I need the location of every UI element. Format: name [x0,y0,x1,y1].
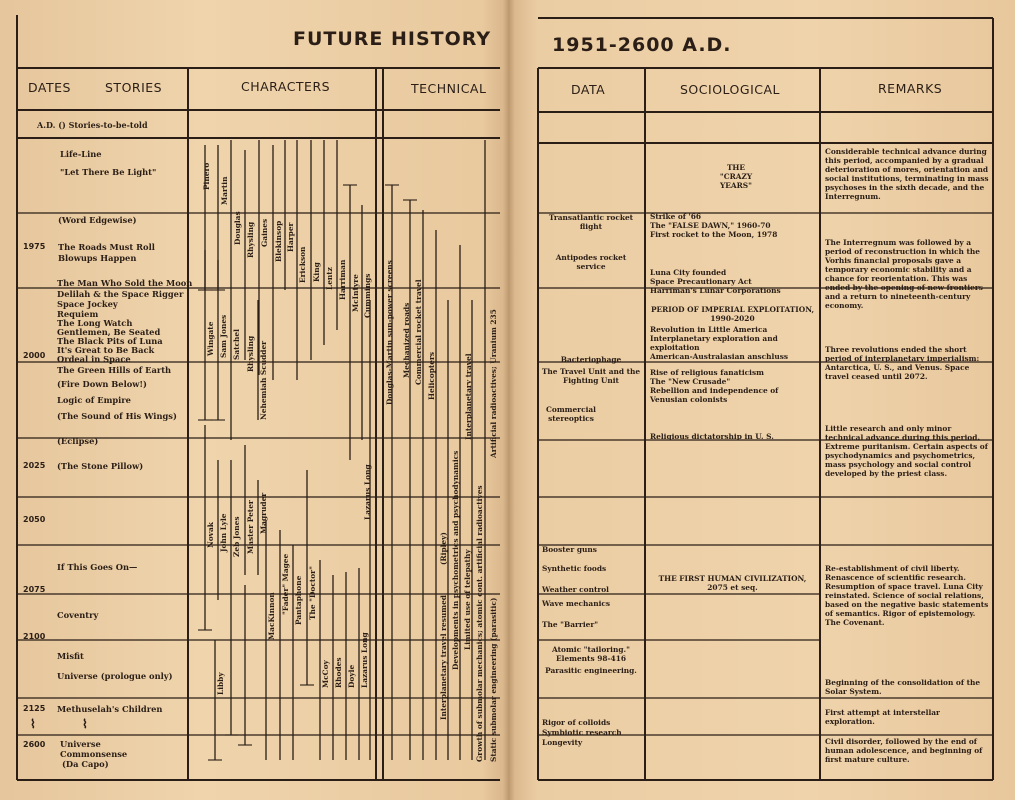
character-label: Martin [220,176,229,205]
data-item: Synthetic foods [542,564,607,573]
character-label: McCoy [321,660,330,688]
sociological-block: Revolution in Little America Interplanetary exploration and exploitation American-Australasian anschluss [650,325,789,361]
story: If This Goes On— [57,562,138,572]
technical-label: Growth of submolar mechanics; atomic cont. artificial radioactives [475,485,484,762]
header-stories: STORIES [105,80,163,95]
remark: Civil disorder, followed by the end of human adolescence, and beginning of first mature culture. [825,737,983,764]
character-label: Rhodes [334,657,343,688]
story: Gentlemen, Be Seated [57,327,161,337]
character-label: Satchel [232,329,241,360]
year-2125: 2125 [23,704,46,713]
data-item: Longevity [542,738,583,747]
time-break-mark-2: ⌇ [82,717,88,731]
story: Logic of Empire [57,395,131,405]
character-label: Lazarus Long [363,464,372,520]
character-label: Wingate [206,321,215,356]
character-label: Douglas [233,211,242,245]
story: Universe (prologue only) [57,671,173,681]
story: (The Sound of His Wings) [57,411,177,421]
character-label: Pinero [202,162,211,190]
character-label: Doyle [347,664,356,688]
year-2600: 2600 [23,740,46,749]
sociological-block: Religious dictatorship in U. S. [650,432,774,441]
technical-label: Mechanized roads [402,302,411,378]
year-2100: 2100 [23,632,46,641]
sociological-block: Rise of religious fanaticism The "New Crusade" Rebellion and independence of Venusian colonists [650,368,779,404]
story: "Let There Be Light" [60,167,157,177]
story: Methuselah's Children [57,704,163,714]
story: The Man Who Sold the Moon [57,278,193,288]
header-remarks: REMARKS [878,81,943,96]
character-label: Cummings [363,273,372,318]
data-item: The Travel Unit and the Fighting Unit [541,367,641,385]
character-label: Rhysling [246,221,255,258]
data-item: Weather control [542,585,609,594]
technical-label: (Ripley) [439,532,448,565]
character-label: Nehemiah Scudder [259,340,268,420]
story: It's Great to Be Back [57,345,155,355]
remark: Considerable technical advance during this period, accompanied by a gradual deterioration of mores, orientation and social institutions, terminating in mass psychoses in the sixth decade, and the Interregnum. [825,147,989,201]
story: (Da Capo) [62,759,109,769]
remark: Three revolutions ended the short period of interplanetary imperialism: Antarctica, U. S., and Venus. Space travel ceased until 2072. [825,345,980,381]
story: (The Stone Pillow) [57,461,144,471]
story: The Black Pits of Luna [57,336,163,346]
character-label: John Lyle [219,513,228,552]
character-label: Libby [216,672,225,695]
story: (Eclipse) [57,436,99,446]
character-label: Harper [286,222,295,252]
character-label: King [312,262,321,282]
character-label: Zeb Jones [232,516,241,557]
character-label: Erickson [298,246,307,283]
character-label: "Fader" Magee [281,553,290,615]
story: The Green Hills of Earth [57,365,172,375]
technical-label: Commercial rocket travel [414,279,423,385]
character-label: Lazarus Long [360,632,369,688]
story: Coventry [57,610,99,620]
character-label: Blekinsop [274,220,283,262]
remark: Beginning of the consolidation of the Solar System. [825,678,981,696]
story: Delilah & the Space Rigger [57,289,184,299]
header-sociological: SOCIOLOGICAL [680,82,781,97]
story: Misfit [57,651,84,661]
character-label: McIntyre [351,274,360,312]
data-item: Parasitic engineering. [545,666,637,675]
story: The Long Watch [57,318,133,328]
technical-label: Douglas-Martin sun-power screens [385,260,394,405]
character-label: Novak [206,522,215,548]
remark: The Interregnum was followed by a period of reconstruction in which the Vorhis financial proposals gave a temporary economic stability and a chance for reorientation. This was ended by the opening of new frontiers and a return to nineteenth-century economy. [825,238,983,310]
header-technical: TECHNICAL [411,81,487,96]
technical-label: Helicopters [427,351,436,400]
data-item: Booster guns [542,545,597,554]
character-label: Rhysling [246,335,255,372]
data-item: Commercial stereoptics [546,405,596,423]
title-right: 1951-2600 A.D. [552,34,732,56]
year-2000: 2000 [23,351,46,360]
story: Ordeal in Space [57,354,131,364]
sociological-block: PERIOD OF IMPERIAL EXPLOITATION, 1990-2020 [650,305,815,323]
character-label: Lentz [325,267,334,290]
data-item: Wave mechanics [542,599,611,608]
sociological-block: Strike of '66 The "FALSE DAWN," 1960-70 First rocket to the Moon, 1978 [650,212,778,239]
character-label: Gaines [260,218,269,247]
data-item: The "Barrier" [542,620,599,629]
story: Blowups Happen [58,253,137,263]
technical-label: Interplanetary travel resumed [439,595,448,720]
subheader: A.D. () Stories-to-be-told [37,120,148,130]
header-dates: DATES [28,80,71,95]
remark: Little research and only minor technical advance during this period. Extreme puritanism. Certain aspects of psychodynamics and psychometrics, mass psychology and social control developed by the priest class. [825,424,988,478]
data-item: Antipodes rocket service [555,253,627,271]
character-label: The "Doctor" [308,566,317,620]
title-left: FUTURE HISTORY [293,28,492,50]
sociological-crazy-years: THE "CRAZY YEARS" [719,163,753,190]
character-label: Master Peter [246,500,255,554]
time-break-mark: ⌇ [30,717,36,731]
header-characters: CHARACTERS [241,79,331,94]
story: Space Jockey [57,299,118,309]
data-item: Symbiotic research [542,728,622,737]
technical-label: Interplanetary travel [464,353,473,440]
technical-label: Artificial radioactives; Uranium 235 [489,309,498,458]
year-2075: 2075 [23,585,46,594]
character-label: Magruder [259,492,268,534]
remark: Re-establishment of civil liberty. Renascence of scientific research. Resumption of space travel. Luna City reinstated. Science of social relations, based on the negative basic statements of semantics. Rigor of epistemology. The Covenant. [825,564,989,627]
year-1975: 1975 [23,242,46,251]
sociological-block: THE FIRST HUMAN CIVILIZATION, 2075 et seq. [658,574,807,592]
story: Universe [60,739,101,749]
sociological-block: Luna City founded Space Precautionary Act Harriman's Lunar Corporations [650,268,781,295]
technical-label: Limited use of telepathy [463,549,472,650]
data-item: Bacteriophage [560,355,622,364]
story: Commonsense [60,749,128,759]
data-item: Transatlantic rocket flight [548,213,634,231]
character-label: MacKinnon [267,592,276,640]
technical-label: Static submolar engineering (parasitic) [489,597,498,762]
remark: First attempt at interstellar exploration. [825,708,940,726]
story: (Word Edgewise) [58,215,137,225]
year-2050: 2050 [23,515,46,524]
character-label: Pantaphone [294,575,303,625]
character-label: Sam Jones [219,314,228,358]
data-item: Rigor of colloids [542,718,611,727]
data-item: Atomic "tailoring." Elements 98-416 [552,645,630,663]
header-data: DATA [571,82,606,97]
year-2025: 2025 [23,461,46,470]
story: Life-Line [60,149,102,159]
story: Requiem [57,309,99,319]
character-label: Harriman [338,259,347,300]
technical-label: Developments in psychometrics and psychodynamics [451,450,460,670]
story: The Roads Must Roll [58,242,155,252]
story: (Fire Down Below!) [57,379,147,389]
